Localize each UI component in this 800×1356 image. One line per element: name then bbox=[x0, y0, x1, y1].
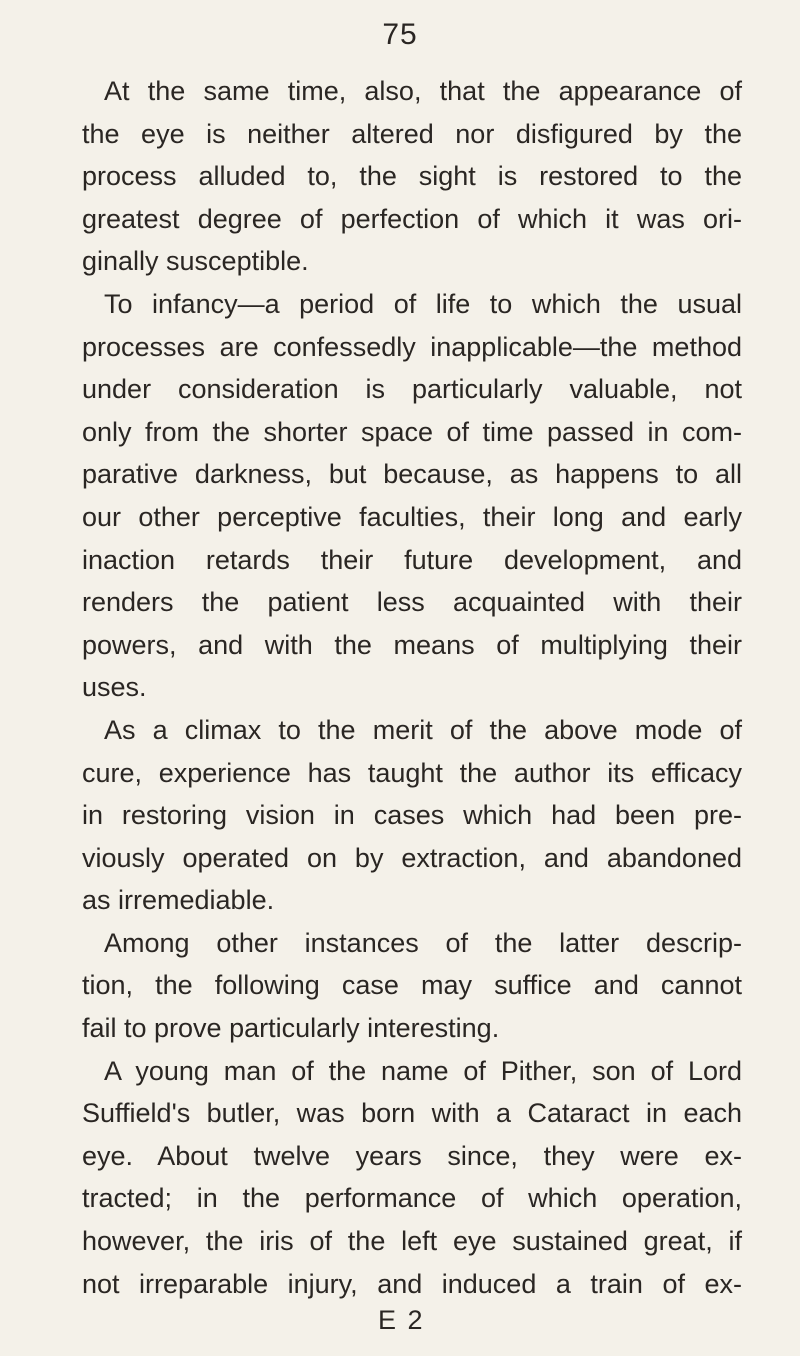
body-text bbox=[82, 70, 742, 1305]
text-line: in restoring vision in cases which had been pre- bbox=[82, 800, 742, 831]
text-line: To infancy—a period of life to which the usual bbox=[104, 288, 742, 319]
text-line: A young man of the name of Pither, son of Lord bbox=[104, 1055, 742, 1086]
text-line: tion, the following case may suffice and cannot bbox=[82, 970, 742, 1001]
text-line: cure, experience has taught the author its efficacy bbox=[82, 757, 742, 788]
text-line: the eye is neither altered nor disfigured by the bbox=[82, 118, 742, 149]
text-line: inaction retards their future development, and bbox=[82, 544, 742, 575]
text-line: only from the shorter space of time passed in com- bbox=[82, 416, 742, 447]
text-line: our other perceptive faculties, their long and early bbox=[82, 501, 742, 532]
text-line: eye. About twelve years since, they were ex- bbox=[82, 1140, 742, 1171]
text-line: processes are confessedly inapplicable—the method bbox=[82, 331, 742, 362]
text-line: Suffield's butler, was born with a Cataract in each bbox=[82, 1098, 742, 1129]
text-line: however, the iris of the left eye sustained great, if bbox=[82, 1226, 742, 1257]
text-line: not irreparable injury, and induced a train of ex- bbox=[82, 1268, 742, 1299]
text-line: under consideration is particularly valuable, not bbox=[82, 374, 742, 405]
text-line: Among other instances of the latter descrip- bbox=[104, 927, 742, 958]
text-line: At the same time, also, that the appearance of bbox=[104, 76, 742, 106]
text-line: as irremediable. bbox=[82, 885, 275, 916]
text-line: As a climax to the merit of the above mode of bbox=[104, 714, 742, 745]
signature-mark: E 2 bbox=[378, 1305, 425, 1335]
text-line: powers, and with the means of multiplying their bbox=[82, 629, 742, 660]
text-line: renders the patient less acquainted with their bbox=[82, 587, 742, 618]
text-line: ginally susceptible. bbox=[82, 246, 309, 277]
text-line: viously operated on by extraction, and abandoned bbox=[82, 842, 742, 873]
page-number: 75 bbox=[382, 18, 418, 51]
text-line: parative darkness, but because, as happens to all bbox=[82, 459, 742, 490]
text-line: process alluded to, the sight is restored to the bbox=[82, 161, 742, 192]
text-line: tracted; in the performance of which operation, bbox=[82, 1183, 742, 1214]
text-line: fail to prove particularly interesting. bbox=[82, 1013, 500, 1044]
text-line: uses. bbox=[82, 672, 147, 703]
text-line: greatest degree of perfection of which it was ori- bbox=[82, 203, 742, 234]
